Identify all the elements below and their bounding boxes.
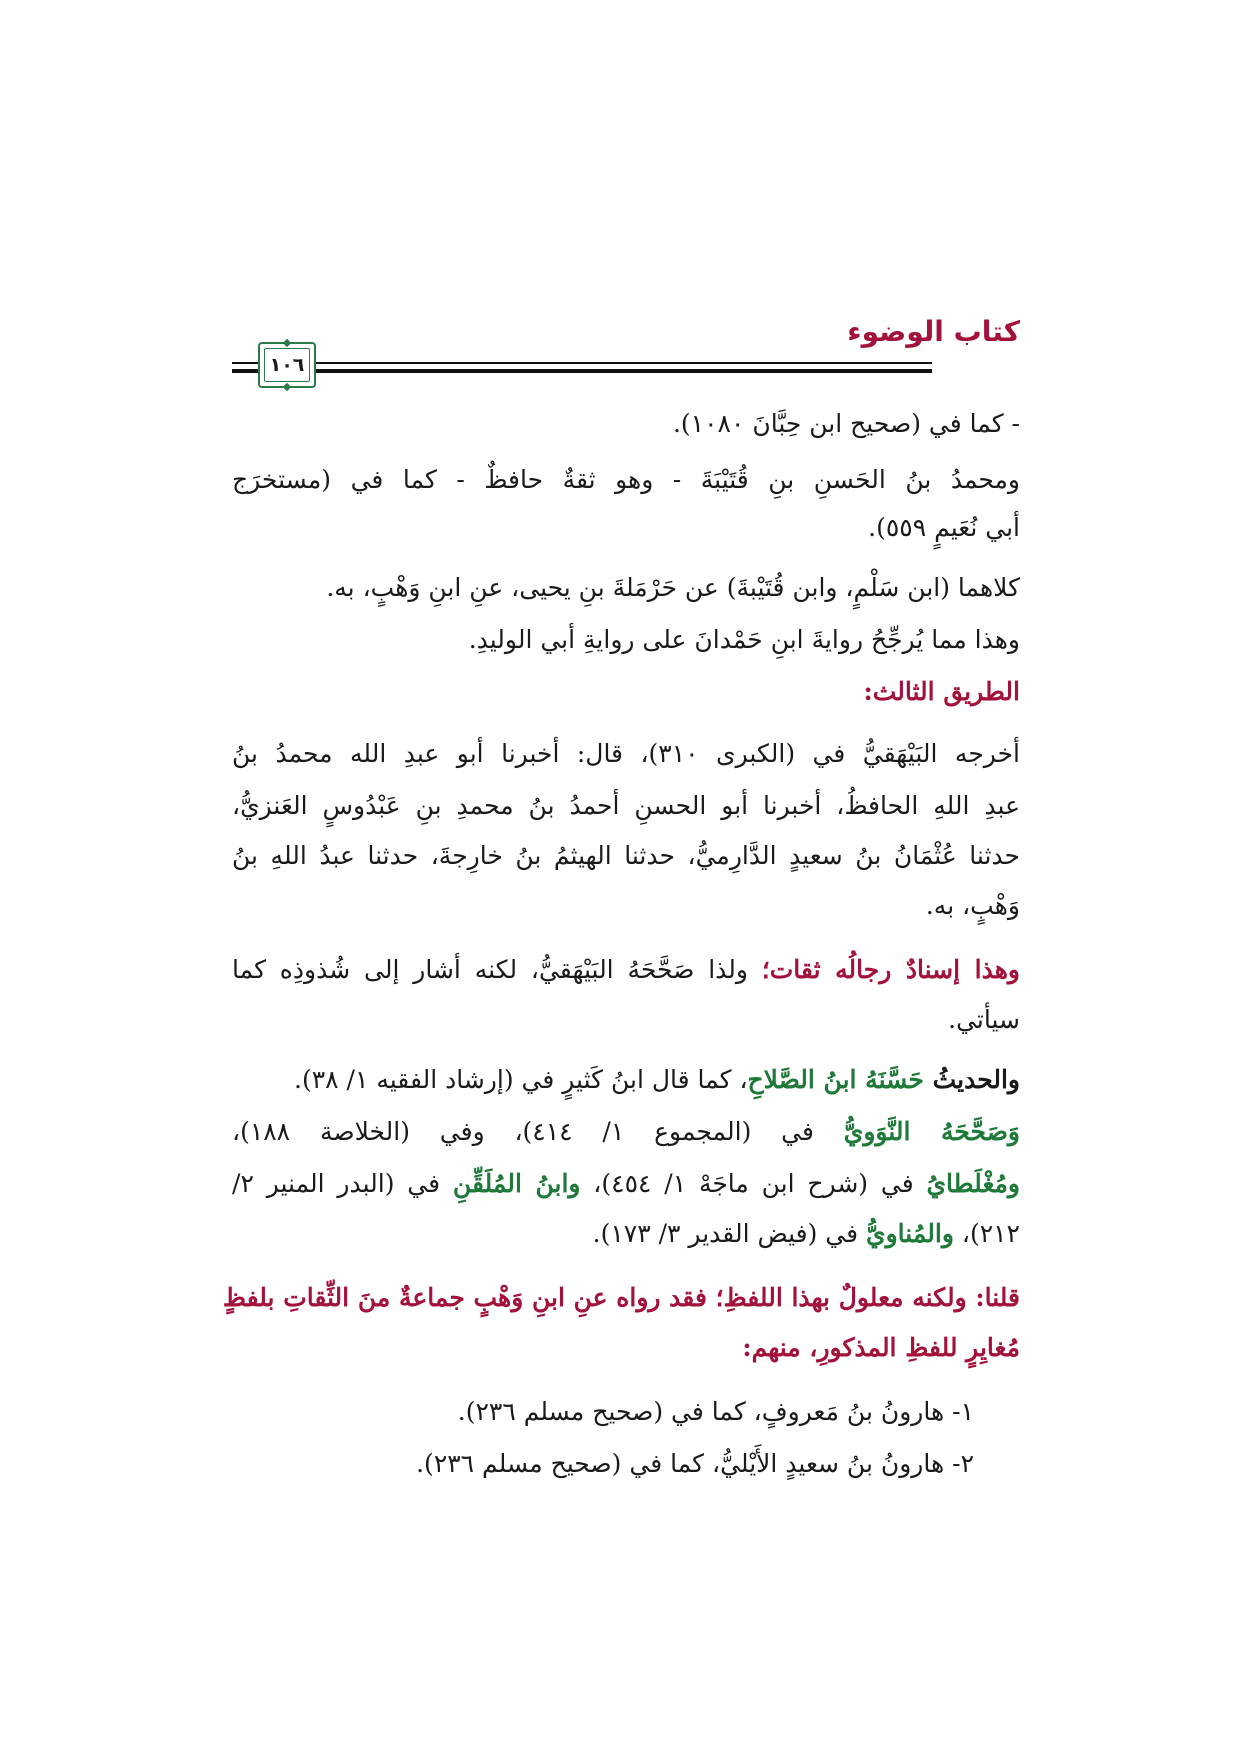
highlight-green: وَصَحَّحَهُ النَّوَويُّ — [843, 1117, 1020, 1146]
list-item: ٢- هارونُ بنُ سعيدٍ الأَيْليُّ، كما في (صحيح مسلم ٢٣٦). — [416, 1449, 974, 1478]
text-span: في (البدر المنير ٢/ — [232, 1169, 453, 1198]
text-line: - كما في (صحيح ابن حِبَّانَ ١٠٨٠). — [672, 409, 1020, 438]
text-line — [232, 1112, 1020, 1152]
highlight-green: حَسَّنَهُ ابنُ الصَّلاحِ — [747, 1065, 933, 1094]
text-span: في (شرح ابن ماجَهْ ١/ ٤٥٤)، — [580, 1169, 927, 1198]
text-span: في (المجموع ١/ ٤١٤)، وفي (الخلاصة ١٨٨)، — [232, 1117, 844, 1146]
header-rule — [232, 369, 932, 373]
page-number-badge — [258, 342, 316, 388]
highlight-green: وابنُ المُلَقِّنِ — [452, 1169, 581, 1198]
page-number: ١٠٦ — [264, 348, 310, 382]
list-item: ١- هارونُ بنُ مَعروفٍ، كما في (صحيح مسلم ٢٣٦). — [457, 1397, 974, 1426]
ornament-icon — [283, 339, 291, 347]
header-rule — [232, 362, 932, 364]
highlight-green: ومُغْلَطايُ — [926, 1169, 1020, 1198]
text-line: عبدِ اللهِ الحافظُ، أخبرنا أبو الحسنِ أحمدُ بنُ محمدِ بنِ عَبْدُوسٍ العَنزيُّ، — [232, 791, 1020, 820]
text-line: ومحمدُ بنُ الحَسنِ بنِ قُتَيْبَةَ - وهو ثقةٌ حافظٌ - كما في (مستخرَج — [232, 465, 1020, 494]
highlight-green: والمُناويُّ — [866, 1219, 954, 1248]
text-line — [232, 1164, 1020, 1204]
text-line: وهذا مما يُرجِّحُ روايةَ ابنِ حَمْدانَ على روايةِ أبي الوليدِ. — [468, 625, 1020, 654]
ornament-icon — [283, 383, 291, 391]
text-line: سيأتي. — [948, 1005, 1020, 1034]
header-rule — [232, 362, 254, 364]
text-span: في (فيض القدير ٣/ ١٧٣). — [592, 1219, 867, 1248]
text-line-red: مُغايِرٍ للفظِ المذكورِ، منهم: — [742, 1333, 1020, 1362]
text-span-bold: والحديثُ — [932, 1065, 1020, 1094]
text-line: أخرجه البَيْهَقيُّ في (الكبرى ٣١٠)، قال: أخبرنا أبو عبدِ الله محمدُ بنُ — [232, 739, 1020, 768]
header-rule — [232, 369, 254, 373]
text-line: أبي نُعَيمٍ ٥٥٩). — [868, 513, 1020, 542]
text-line-red: قلنا: ولكنه معلولٌ بهذا اللفظِ؛ فقد رواه عنِ ابنِ وَهْبٍ جماعةٌ منَ الثِّقاتِ بلفظٍ — [222, 1283, 1020, 1312]
text-span: ولذا صَحَّحَهُ البَيْهَقيُّ، لكنه أشار إلى شُذوذِه كما — [232, 955, 762, 984]
text-span: ٢١٢)، — [953, 1219, 1020, 1248]
text-line: كلاهما (ابن سَلْمٍ، وابن قُتَيْبةَ) عن حَرْمَلةَ بنِ يحيى، عنِ ابنِ وَهْبٍ، به. — [326, 573, 1020, 602]
highlight-red: وهذا إسنادٌ رجالُه ثقات؛ — [761, 955, 1020, 984]
text-line: حدثنا عُثْمَانُ بنُ سعيدٍ الدَّارِميُّ، حدثنا الهيثمُ بنُ خارِجةَ، حدثنا عبدُ اللهِ بنُ — [232, 841, 1020, 870]
text-span: ، كما قال ابنُ كَثيرٍ في (إرشاد الفقيه ١/ ٣٨). — [294, 1065, 748, 1094]
page-header — [232, 315, 1020, 396]
text-line — [232, 950, 1020, 990]
section-heading: الطريق الثالث: — [863, 677, 1020, 706]
text-line — [593, 1214, 1020, 1254]
text-line: وَهْبٍ، به. — [925, 891, 1020, 920]
text-line — [294, 1060, 1020, 1100]
book-title: كتاب الوضوء — [847, 315, 1020, 348]
